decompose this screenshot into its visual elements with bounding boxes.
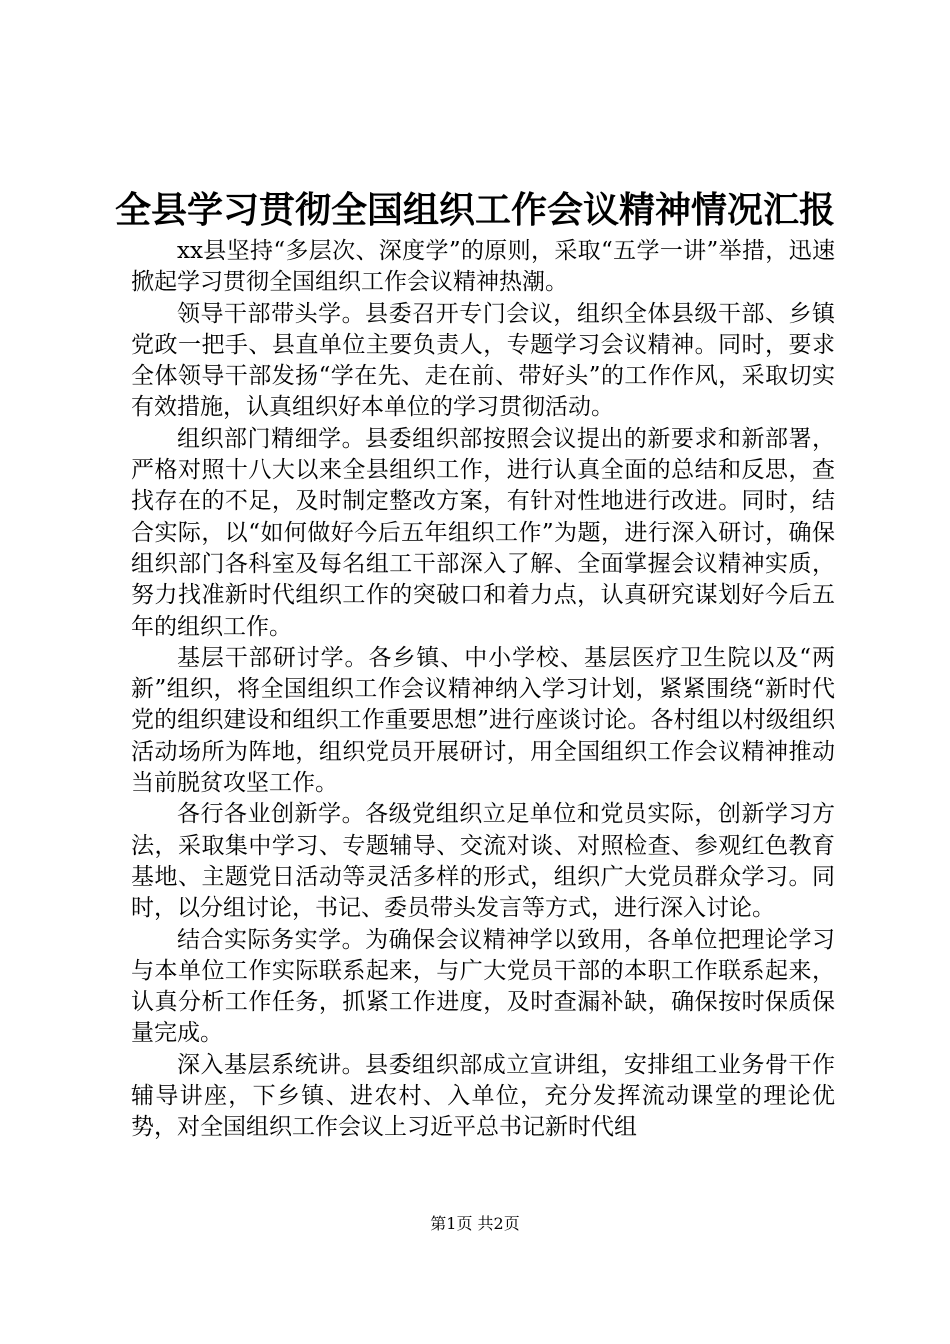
paragraph-organization-dept: 组织部门精细学。县委组织部按照会议提出的新要求和新部署，严格对照十八大以来全县组织工作，进行认真全面的总结和反思，查找存在的不足，及时制定整改方案，有针对性地进行改进。同时，结合实际，以“如何做好今后五年组织工作”为题，进行深入研讨，确保组织部门各科室及每名组工干部深入了解、全面掌握会议精神实质，努力找准新时代组织工作的突破口和着力点，认真研究谋划好今后五年的组织工作。 <box>131 425 835 640</box>
paragraph-lectures: 深入基层系统讲。县委组织部成立宣讲组，安排组工业务骨干作辅导讲座，下乡镇、进农村、入单位，充分发挥流动课堂的理论优势，对全国组织工作会议上习近平总书记新时代组 <box>131 1051 835 1141</box>
paragraph-all-sectors: 各行各业创新学。各级党组织立足单位和党员实际，创新学习方法，采取集中学习、专题辅导、交流对谈、对照检查、参观红色教育基地、主题党日活动等灵活多样的形式，组织广大党员群众学习。同时，以分组讨论，书记、委员带头发言等方式，进行深入讨论。 <box>131 801 835 922</box>
document-body <box>131 236 835 1144</box>
page-footer <box>0 1214 950 1234</box>
paragraph-leaders: 领导干部带头学。县委召开专门会议，组织全体县级干部、乡镇党政一把手、县直单位主要负责人，专题学习会议精神。同时，要求全体领导干部发扬“学在先、走在前、带好头”的工作作风，采取切实有效措施，认真组织好本单位的学习贯彻活动。 <box>131 300 835 421</box>
paragraph-grassroots-cadres: 基层干部研讨学。各乡镇、中小学校、基层医疗卫生院以及“两新”组织，将全国组织工作会议精神纳入学习计划，紧紧围绕“新时代党的组织建设和组织工作重要思想”进行座谈讨论。各村组以村级组织活动场所为阵地，组织党员开展研讨，用全国组织工作会议精神推动当前脱贫攻坚工作。 <box>131 644 835 797</box>
page-indicator: 第1页 共2页 <box>430 1214 520 1233</box>
document-title: 全县学习贯彻全国组织工作会议精神情况汇报 <box>114 189 835 231</box>
paragraph-practical-study: 结合实际务实学。为确保会议精神学以致用，各单位把理论学习与本单位工作实际联系起来，与广大党员干部的本职工作联系起来，认真分析工作任务，抓紧工作进度，及时查漏补缺，确保按时保质保量完成。 <box>131 926 835 1047</box>
paragraph-intro: xx县坚持“多层次、深度学”的原则，采取“五学一讲”举措，迅速掀起学习贯彻全国组织工作会议精神热潮。 <box>131 238 835 296</box>
